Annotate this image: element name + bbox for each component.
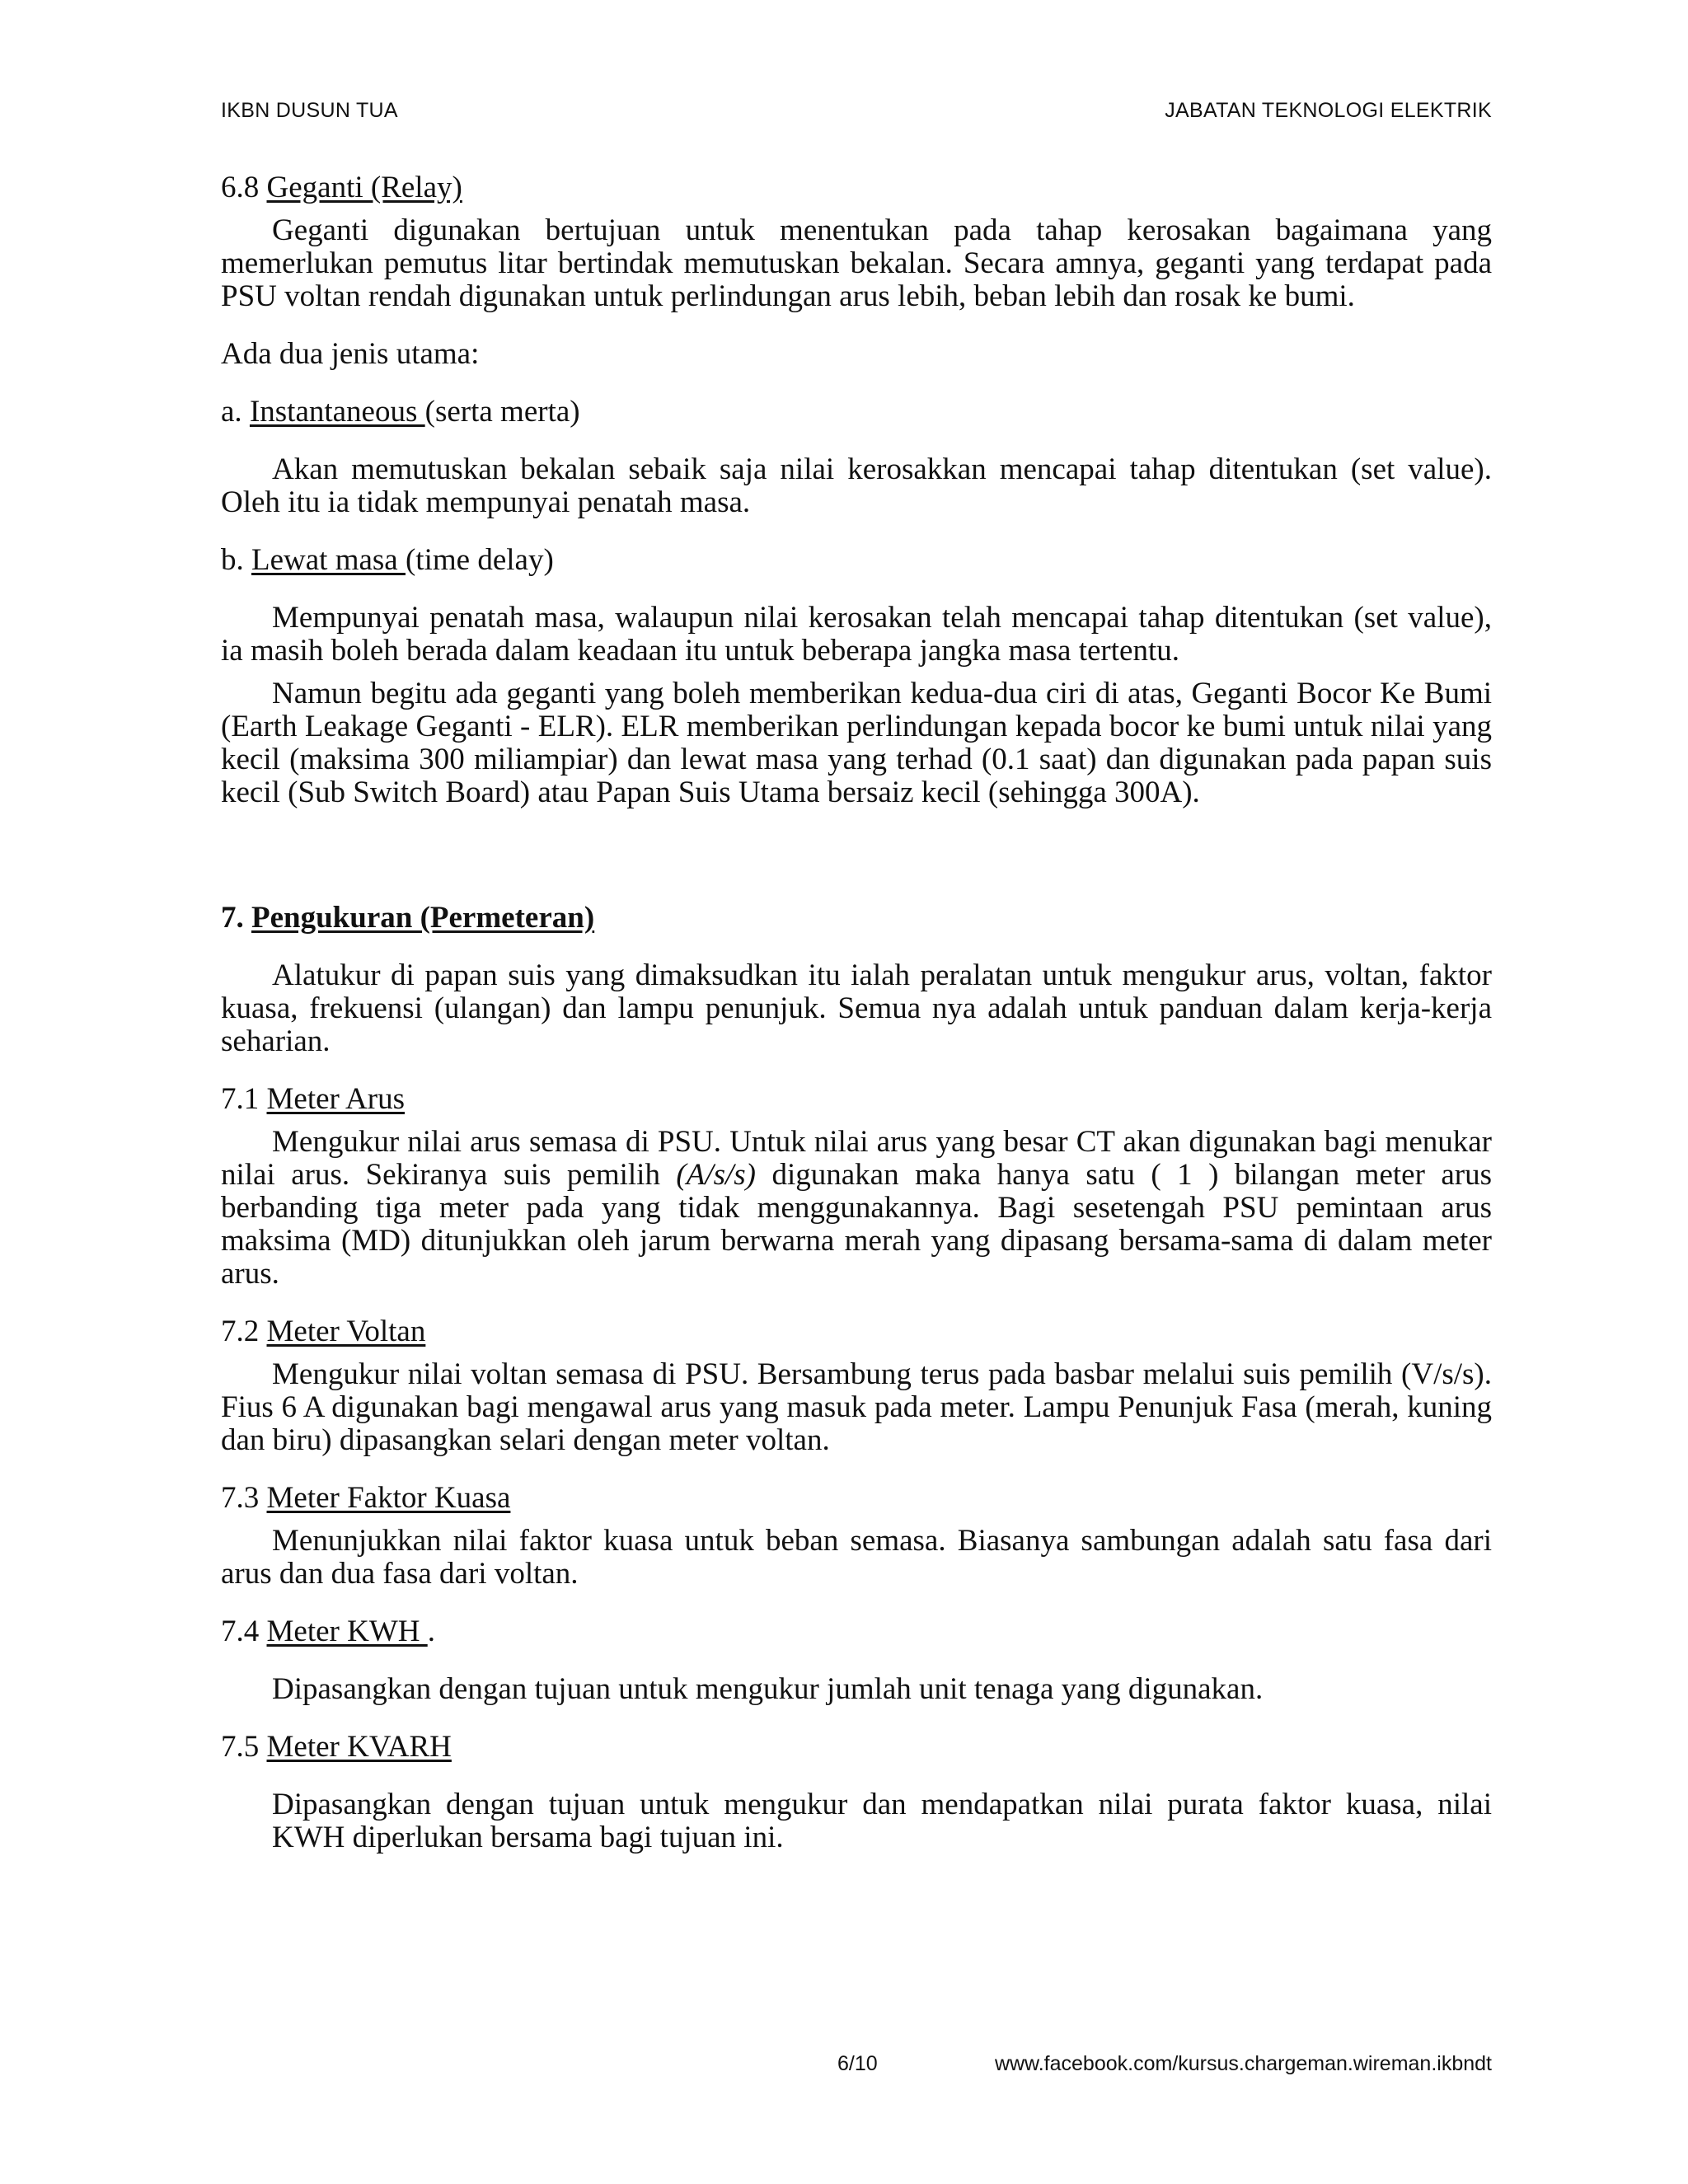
- relay-type-b-title: Lewat masa: [251, 543, 406, 577]
- power-factor-meter-paragraph: Menunjukkan nilai faktor kuasa untuk beban semasa. Biasanya sambungan adalah satu fasa dari arus dan dua fasa dari voltan.: [221, 1524, 1492, 1591]
- ammeter-selector-switch: (A/s/s): [676, 1158, 757, 1192]
- section-number: 7.3: [221, 1481, 267, 1515]
- relay-type-b-suffix: (time delay): [405, 543, 554, 577]
- section-7-2-heading: [221, 1315, 1492, 1348]
- list-marker: b.: [221, 543, 251, 577]
- page-content: [221, 171, 1492, 1854]
- ammeter-paragraph: [221, 1126, 1492, 1291]
- voltmeter-paragraph: Mengukur nilai voltan semasa di PSU. Bersambung terus pada basbar melalui suis pemilih (V/s/s). Fius 6 A digunakan bagi mengawal arus yang masuk pada meter. Lampu Penunjuk Fasa (merah, kuning dan biru) dipasangkan selari dengan meter voltan.: [221, 1357, 1492, 1457]
- section-7-heading: [221, 902, 1492, 935]
- section-title: Meter Arus: [266, 1082, 405, 1116]
- footer-url: www.facebook.com/kursus.chargeman.wireman.ikbndt: [994, 2052, 1492, 2075]
- section-title-suffix: .: [427, 1615, 435, 1648]
- section-7-3-heading: [221, 1482, 1492, 1515]
- section-number: 6.8: [221, 171, 267, 204]
- section-7-1-heading: [221, 1083, 1492, 1116]
- section-7-5-heading: [221, 1731, 1492, 1764]
- metering-intro-paragraph: Alatukur di papan suis yang dimaksudkan itu ialah peralatan untuk mengukur arus, voltan, faktor kuasa, frekuensi (ulangan) dan lampu penunjuk. Semua nya adalah untuk panduan dalam kerja-kerja seharian.: [221, 958, 1492, 1058]
- relay-type-b-paragraph: Mempunyai penatah masa, walaupun nilai kerosakan telah mencapai tahap ditentukan (set value), ia masih boleh berada dalam keadaan itu untuk beberapa jangka masa tertentu.: [221, 601, 1492, 668]
- section-title: Pengukuran (Permeteran): [251, 901, 595, 935]
- ammeter-text-part-2: digunakan maka hanya satu ( 1 ) bilangan meter arus berbanding tiga meter pada yang tidak menggunakannya. Bagi sesetengah PSU pemintaan arus maksima (MD) ditunjukkan oleh jarum berwarna merah yang dipasang bersama-sama di dalam meter arus.: [221, 1158, 1492, 1291]
- elr-paragraph: Namun begitu ada geganti yang boleh memberikan kedua-dua ciri di atas, Geganti Bocor Ke Bumi (Earth Leakage Geganti - ELR). ELR memberikan perlindungan kepada bocor ke bumi untuk nilai yang kecil (maksima 300 miliampiar) dan lewat masa yang terhad (0.1 saat) dan digunakan pada papan suis kecil (Sub Switch Board) atau Papan Suis Utama bersaiz kecil (sehingga 300A).: [221, 677, 1492, 809]
- section-title: Geganti (Relay): [266, 171, 462, 204]
- kvarh-meter-paragraph: Dipasangkan dengan tujuan untuk mengukur dan mendapatkan nilai purata faktor kuasa, nilai KWH diperlukan bersama bagi tujuan ini.: [272, 1788, 1492, 1854]
- section-number: 7.5: [221, 1730, 267, 1764]
- section-number: 7.2: [221, 1315, 267, 1348]
- section-title: Meter KVARH: [266, 1730, 452, 1764]
- relay-type-a-suffix: (serta merta): [424, 395, 580, 429]
- relay-description-paragraph: Geganti digunakan bertujuan untuk menentukan pada tahap kerosakan bagaimana yang memerlukan pemutus litar bertindak memutuskan bekalan. Secara amnya, geganti yang terdapat pada PSU voltan rendah digunakan untuk perlindungan arus lebih, beban lebih dan rosak ke bumi.: [221, 213, 1492, 313]
- header-department: JABATAN TEKNOLOGI ELEKTRIK: [1165, 99, 1492, 122]
- ammeter-text-part-1: Mengukur nilai arus semasa di PSU. Untuk nilai arus yang besar CT akan digunakan bagi menukar nilai arus. Sekiranya suis pemilih: [221, 1125, 1492, 1192]
- page-number: 6/10: [837, 2052, 878, 2075]
- list-marker: a.: [221, 395, 250, 429]
- section-number: 7.: [221, 901, 251, 935]
- section-title: Meter KWH: [266, 1615, 428, 1648]
- relay-type-a-title: Instantaneous: [249, 395, 425, 429]
- relay-types-intro: Ada dua jenis utama:: [221, 337, 480, 371]
- relay-type-b-heading: [221, 544, 1492, 577]
- header-institution: IKBN DUSUN TUA: [221, 99, 398, 122]
- relay-type-a-paragraph: Akan memutuskan bekalan sebaik saja nilai kerosakkan mencapai tahap ditentukan (set value). Oleh itu ia tidak mempunyai penatah masa.: [221, 452, 1492, 519]
- section-7-4-heading: [221, 1615, 1492, 1648]
- section-number: 7.1: [221, 1082, 267, 1116]
- section-number: 7.4: [221, 1615, 267, 1648]
- relay-type-a-heading: [221, 396, 1492, 429]
- section-title: Meter Voltan: [266, 1315, 426, 1348]
- kwh-meter-paragraph: Dipasangkan dengan tujuan untuk mengukur jumlah unit tenaga yang digunakan.: [272, 1672, 1264, 1706]
- section-6-8-heading: [221, 171, 1492, 204]
- section-title: Meter Faktor Kuasa: [266, 1481, 511, 1515]
